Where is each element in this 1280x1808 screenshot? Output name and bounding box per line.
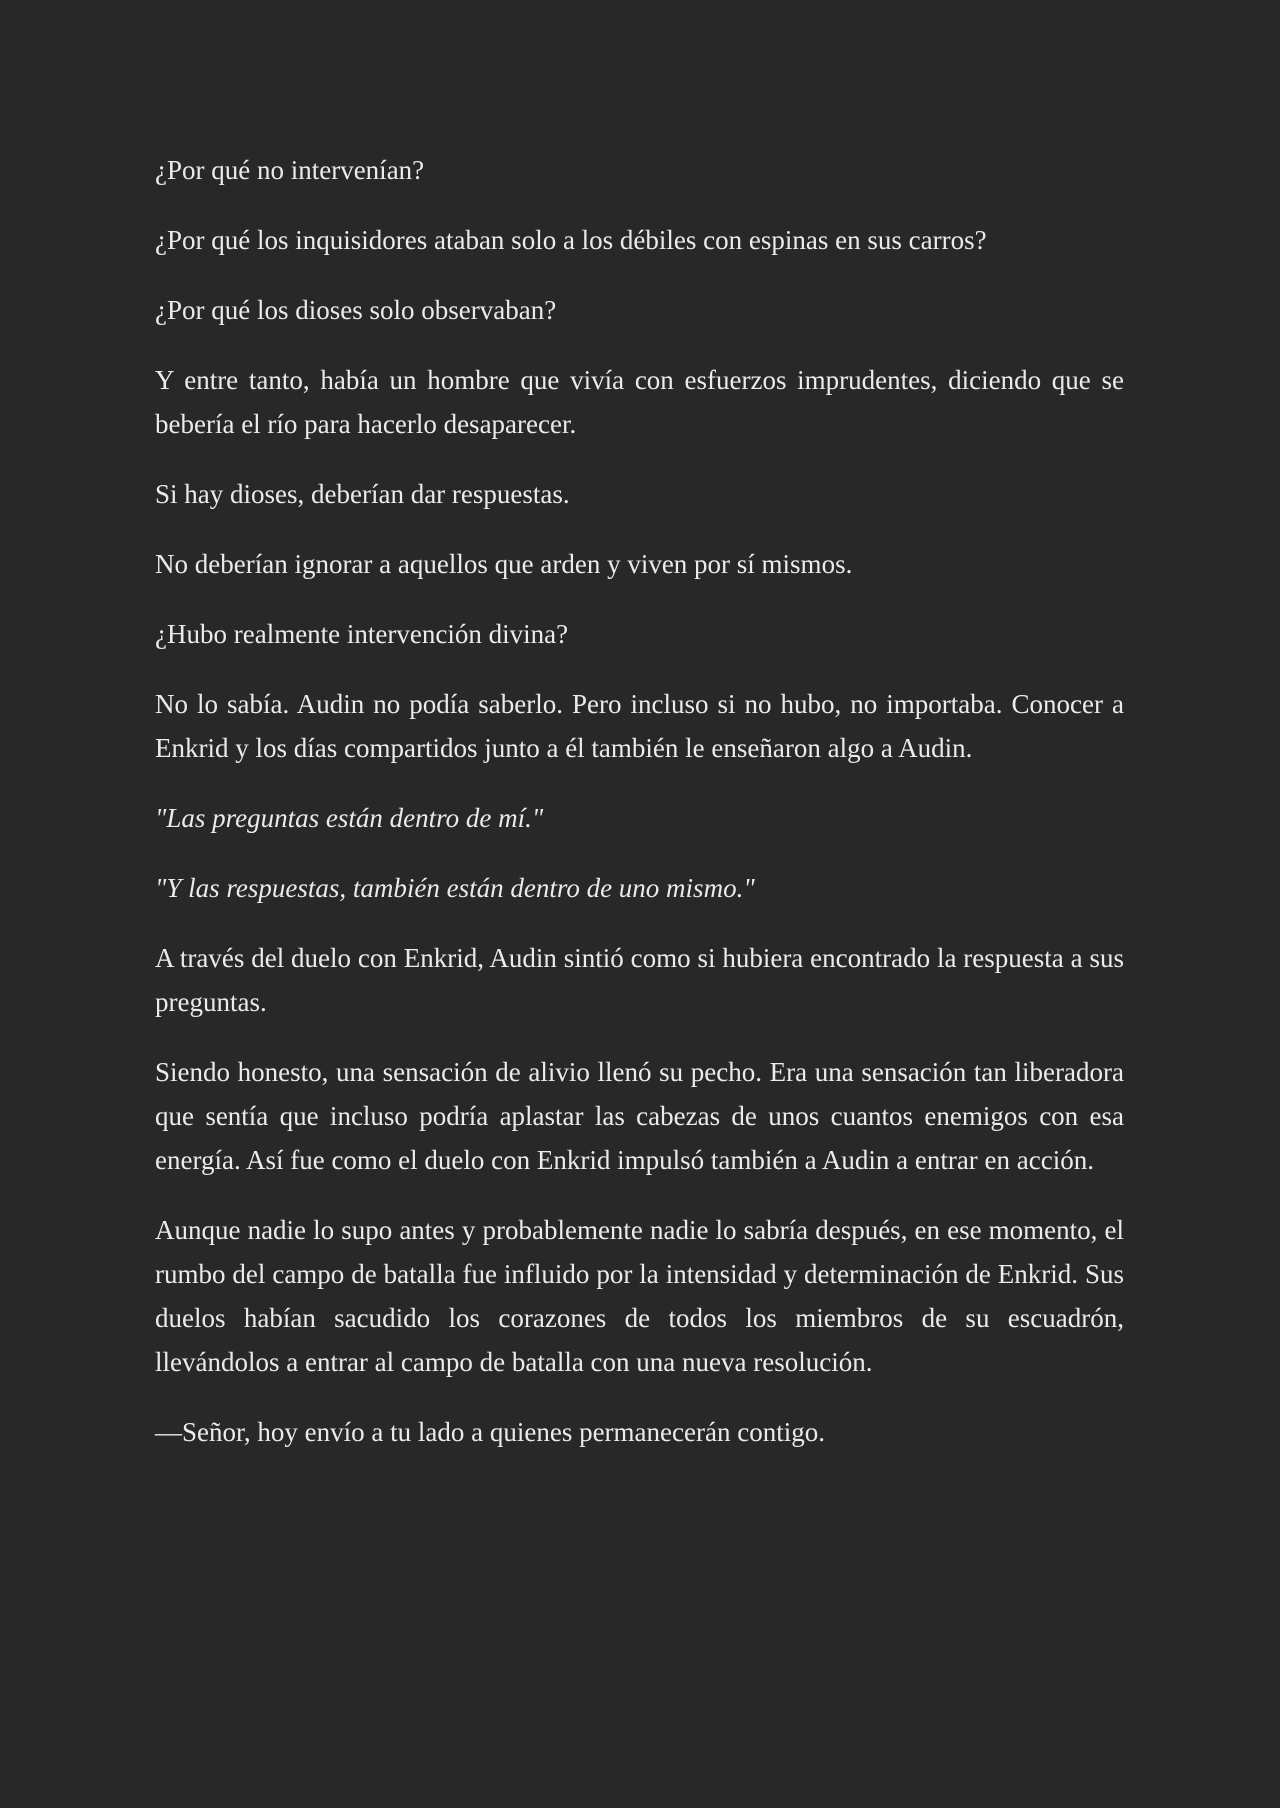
paragraph: Aunque nadie lo supo antes y probablemente nadie lo sabría después, en ese momento, el rumbo del campo de batalla fue influido por la intensidad y determinación de Enkrid. Sus duelos habían sacudido los corazones de todos los miembros de su escuadrón, llevándolos a entrar al campo de batalla con una nueva resolución. <box>155 1215 1124 1377</box>
italic-quote: "Las preguntas están dentro de mí." <box>155 803 544 833</box>
paragraph: ¿Hubo realmente intervención divina? <box>155 619 569 649</box>
chapter-text <box>155 148 1124 1480</box>
paragraph: ¿Por qué los inquisidores ataban solo a los débiles con espinas en sus carros? <box>155 225 987 255</box>
paragraph: —Señor, hoy envío a tu lado a quienes permanecerán contigo. <box>155 1417 825 1447</box>
italic-quote: "Y las respuestas, también están dentro de uno mismo." <box>155 873 755 903</box>
paragraph: ¿Por qué los dioses solo observaban? <box>155 295 557 325</box>
paragraph: No deberían ignorar a aquellos que arden y viven por sí mismos. <box>155 549 853 579</box>
paragraph: No lo sabía. Audin no podía saberlo. Pero incluso si no hubo, no importaba. Conocer a Enkrid y los días compartidos junto a él también le enseñaron algo a Audin. <box>155 689 1124 763</box>
paragraph: Siendo honesto, una sensación de alivio llenó su pecho. Era una sensación tan liberadora que sentía que incluso podría aplastar las cabezas de unos cuantos enemigos con esa energía. Así fue como el duelo con Enkrid impulsó también a Audin a entrar en acción. <box>155 1057 1124 1175</box>
paragraph: A través del duelo con Enkrid, Audin sintió como si hubiera encontrado la respuesta a sus preguntas. <box>155 943 1124 1017</box>
paragraph: Si hay dioses, deberían dar respuestas. <box>155 479 570 509</box>
paragraph: Y entre tanto, había un hombre que vivía con esfuerzos imprudentes, diciendo que se bebería el río para hacerlo desaparecer. <box>155 365 1124 439</box>
paragraph: ¿Por qué no intervenían? <box>155 155 425 185</box>
